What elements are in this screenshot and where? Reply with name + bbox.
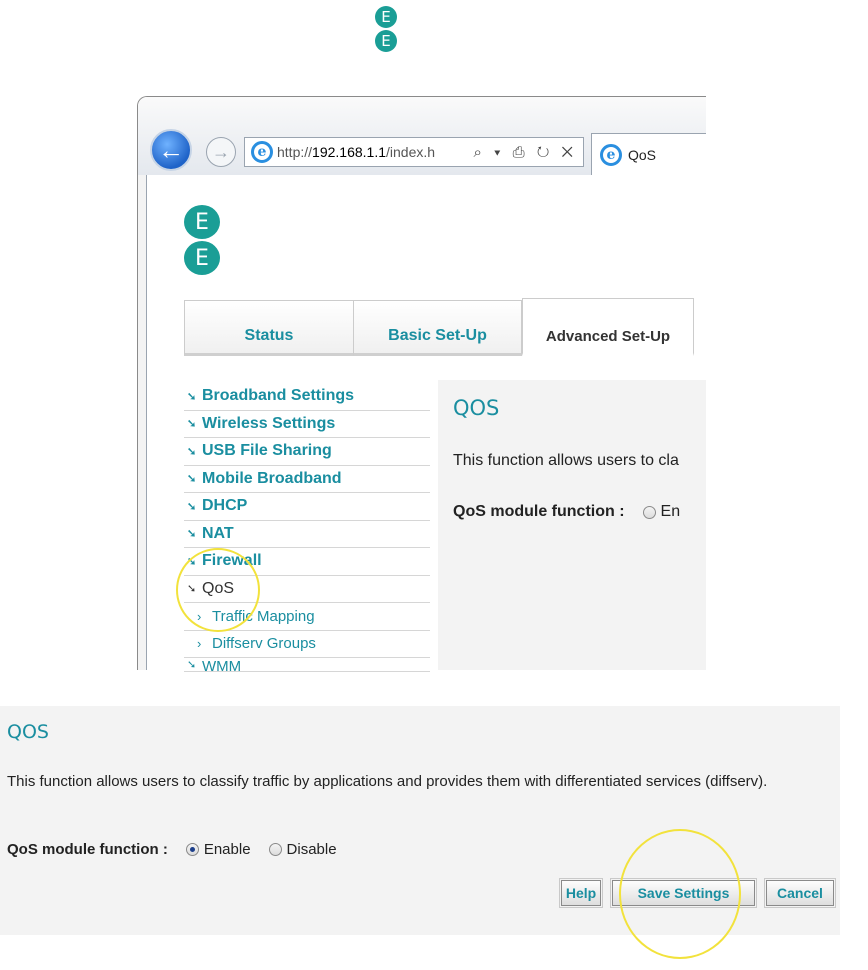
tab-advanced-setup[interactable]: Advanced Set-Up [522,298,694,356]
ee-logo-page [184,205,220,275]
arrow-icon: ➘ [187,659,197,671]
ee-logo-top [375,6,397,52]
arrow-icon: ➘ [187,500,197,513]
ee-logo-letter: E [184,205,220,239]
sidebar-item-label: Broadband Settings [202,387,355,405]
main-nav [184,298,706,356]
ie-logo-icon: e [600,144,622,166]
disable-radio[interactable] [269,843,282,856]
qos-function-row [453,503,680,521]
arrow-icon: ➘ [187,555,197,568]
address-bar[interactable] [244,137,584,167]
chevron-right-icon: › [197,636,202,652]
arrow-icon: ➘ [187,583,197,596]
zoom-qos-label: QoS module function : [7,841,168,858]
description-text: This function allows users to cla [453,452,679,469]
back-arrow-icon[interactable]: ← [150,129,192,171]
sidebar-item-traffic-mapping[interactable] [184,603,430,631]
enable-radio[interactable] [186,843,199,856]
cancel-button[interactable]: Cancel [766,880,834,906]
sidebar-item-dhcp[interactable] [184,493,430,521]
url-host: 192.168.1.1 [312,144,386,160]
sidebar-item-label: DHCP [202,497,248,515]
zoom-page-title: QOS [7,721,49,743]
browser-tab[interactable] [591,133,706,175]
qos-label: QoS module function : [453,503,625,520]
sidebar-item-label: Firewall [202,552,262,570]
sidebar-item-usb-file-sharing[interactable] [184,438,430,466]
enable-label: Enable [203,841,251,858]
sidebar-item-label: NAT [202,524,234,542]
arrow-icon: ➘ [187,528,197,541]
sidebar-item-wmm[interactable] [184,658,430,672]
zoom-qos-function-row [7,841,355,858]
page-title: QOS [453,396,500,420]
sidebar-item-diffserv-groups[interactable] [184,631,430,659]
sidebar-item-mobile-broadband[interactable] [184,466,430,494]
sidebar-item-label: USB File Sharing [202,442,332,460]
arrow-icon: ➘ [187,390,197,403]
enable-radio[interactable] [643,506,656,519]
sidebar-item-label: Wireless Settings [202,414,336,432]
arrow-icon: ➘ [187,445,197,458]
arrow-icon: ➘ [187,473,197,486]
sidebar-item-nat[interactable] [184,521,430,549]
sidebar-item-firewall[interactable] [184,548,430,576]
sidebar-item-label: Traffic Mapping [212,607,315,625]
sidebar-item-qos[interactable] [184,576,430,604]
chevron-right-icon: › [197,608,202,624]
forward-arrow-icon[interactable]: → [206,137,236,167]
ee-logo-letter: E [375,6,397,28]
sidebar-item-label: QoS [202,579,235,597]
sidebar-item-label: WMM [202,658,242,672]
sidebar-item-wireless-settings[interactable] [184,411,430,439]
ee-logo-letter: E [184,241,220,275]
disable-option[interactable] [269,841,337,858]
tab-title: QoS [628,146,657,163]
help-button[interactable]: Help [561,880,601,906]
tab-status[interactable]: Status [184,300,354,356]
save-settings-button[interactable]: Save Settings [612,880,755,906]
ee-logo-letter: E [375,30,397,52]
tab-basic-setup[interactable]: Basic Set-Up [353,300,522,356]
sidebar [184,383,430,672]
disable-label: Disable [286,841,337,858]
enable-label: En [660,503,681,520]
sidebar-item-label: Diffserv Groups [212,635,316,653]
url-prefix: http:// [277,144,313,160]
sidebar-item-label: Mobile Broadband [202,469,342,487]
enable-option[interactable] [186,841,251,858]
sidebar-item-broadband-settings[interactable] [184,383,430,411]
address-tools-icons[interactable]: ⌕ ▾ ⎙ ↻ ✕ [473,143,577,161]
url-path: /index.h [386,144,436,160]
arrow-icon: ➘ [187,418,197,431]
ie-logo-icon: e [251,141,273,163]
content-panel [438,380,706,670]
zoom-description: This function allows users to classify traffic by applications and provides them with differentiated services (diffserv). [7,773,768,790]
